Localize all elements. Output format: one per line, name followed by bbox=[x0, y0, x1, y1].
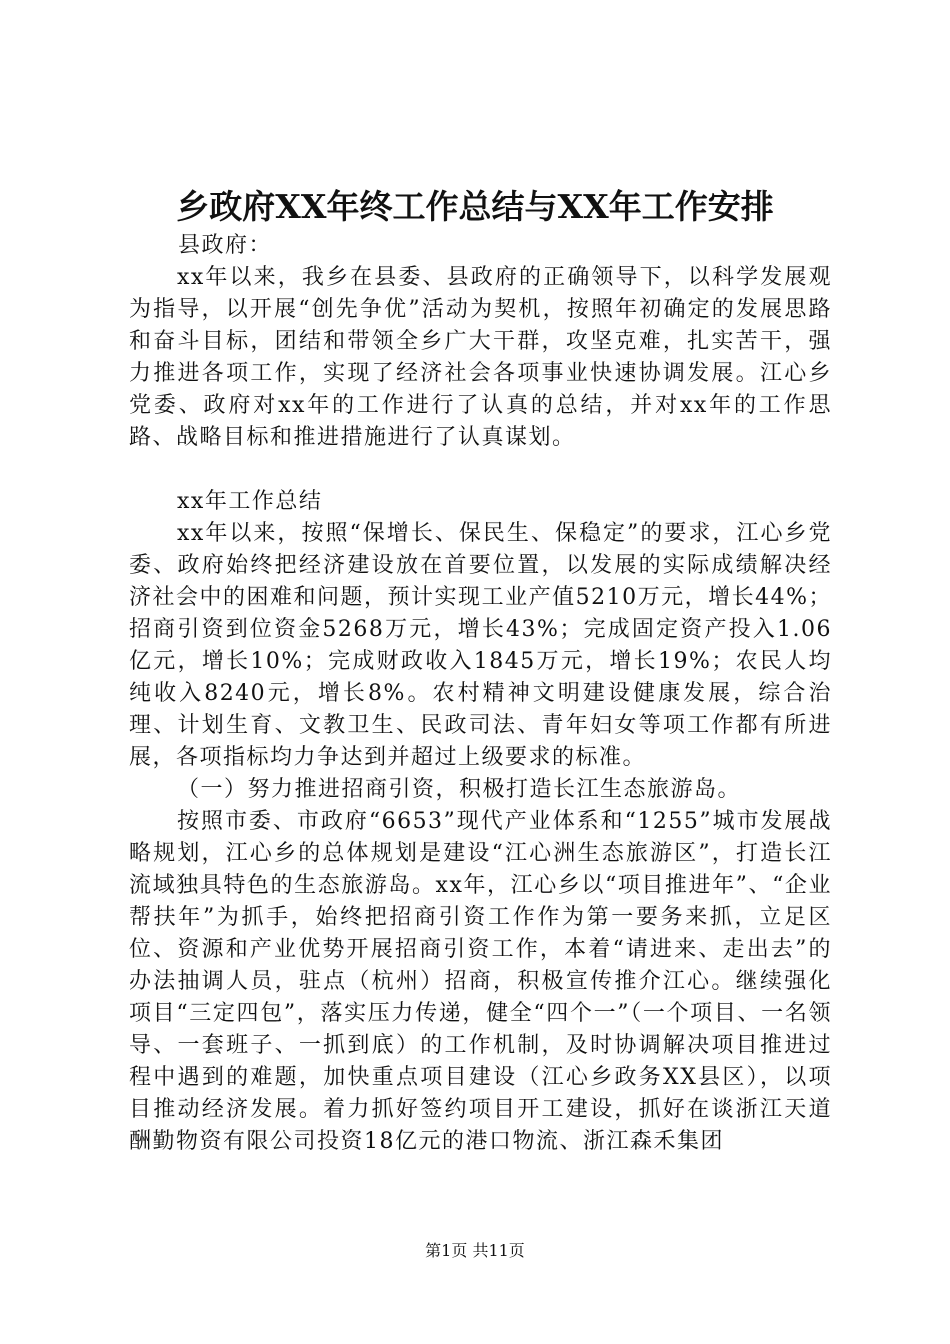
section-heading-block bbox=[129, 486, 832, 518]
salutation: 县政府： bbox=[178, 233, 273, 258]
section-heading: xx年工作总结 bbox=[177, 489, 323, 514]
investment-paragraph-block bbox=[129, 806, 832, 1158]
paragraph-intro: xx年以来，我乡在县委、县政府的正确领导下，以科学发展观为指导，以开展“创先争优”活动为契机，按照年初确定的发展思路和奋斗目标，团结和带领全乡广大干群，攻坚克难，扎实苦干，强力推进各项工作，实现了经济社会各项事业快速协调发展。江心乡党委、政府对xx年的工作进行了认真的总结，并对xx年的工作思路、战略目标和推进措施进行了认真谋划。 bbox=[129, 265, 832, 450]
summary-paragraph-block bbox=[129, 518, 832, 774]
page-footer: 第1页 共11页 bbox=[425, 1241, 525, 1260]
subsection-heading: （一）努力推进招商引资，积极打造长江生态旅游岛。 bbox=[177, 777, 742, 802]
intro-paragraph-block bbox=[129, 262, 832, 454]
document-title: 乡政府XX年终工作总结与XX年工作安排 bbox=[176, 187, 774, 226]
paragraph-summary: xx年以来，按照“保增长、保民生、保稳定”的要求，江心乡党委、政府始终把经济建设放在首要位置，以发展的实际成绩解决经济社会中的困难和问题，预计实现工业产值5210万元，增长44%；招商引资到位资金5268万元，增长43%；完成固定资产投入1.06亿元，增长10%；完成财政收入1845万元，增长19%；农民人均纯收入8240元，增长8%。农村精神文明建设健康发展，综合治理、计划生育、文教卫生、民政司法、青年妇女等项工作都有所进展，各项指标均力争达到并超过上级要求的标准。 bbox=[129, 521, 832, 770]
paragraph-investment: 按照市委、市政府“6653”现代产业体系和“1255”城市发展战略规划，江心乡的总体规划是建设“江心洲生态旅游区”，打造长江流域独具特色的生态旅游岛。xx年，江心乡以“项目推进年”、“企业帮扶年”为抓手，始终把招商引资工作作为第一要务来抓，立足区位、资源和产业优势开展招商引资工作，本着“请进来、走出去”的办法抽调人员，驻点（杭州）招商，积极宣传推介江心。继续强化项目“三定四包”，落实压力传递，健全“四个一”（一个项目、一名领导、一套班子、一抓到底）的工作机制，及时协调解决项目推进过程中遇到的难题，加快重点项目建设（江心乡政务XX县区），以项目推动经济发展。着力抓好签约项目开工建设，抓好在谈浙江天道酬勤物资有限公司投资18亿元的港口物流、浙江森禾集团 bbox=[129, 809, 832, 1154]
subsection-heading-block bbox=[129, 774, 832, 806]
